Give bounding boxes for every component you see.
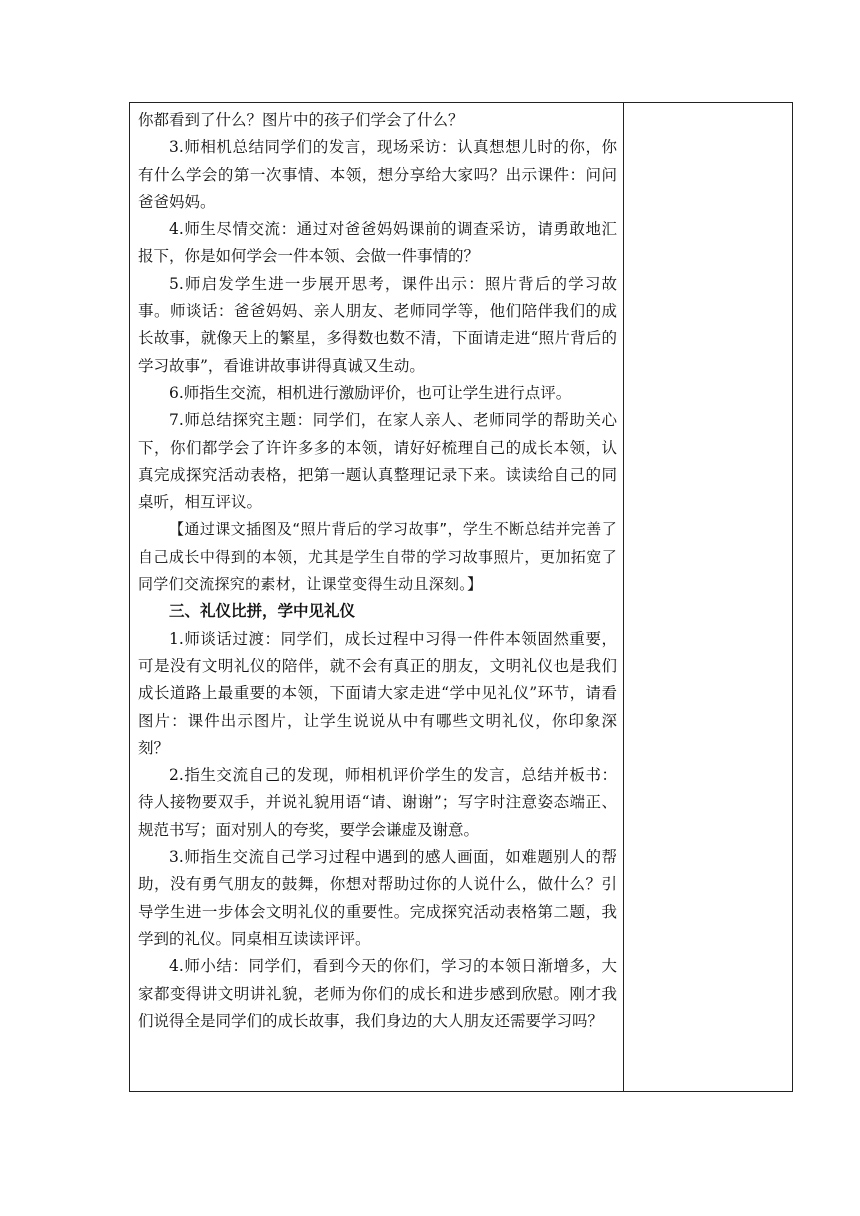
notes-column-cell [624,103,792,1091]
paragraph: 1.师谈话过渡：同学们，成长过程中习得一件件本领固然重要，可是没有文明礼仪的陪伴，就不会有真正的朋友，文明礼仪也是我们成长道路上最重要的本领，下面请大家走进“学中见礼仪”环节，请看图片：课件出示图片，让学生说说从中有哪些文明礼仪，你印象深刻？ [138,629,617,757]
lesson-table [129,102,793,1092]
paragraph: 5.师启发学生进一步展开思考，课件出示：照片背后的学习故事。师谈话：爸爸妈妈、亲人朋友、老师同学等，他们陪伴我们的成长故事，就像天上的繁星，多得数也数不清，下面请走进“照片背后的学习故事”，看谁讲故事讲得真诚又生动。 [138,274,617,375]
paragraph: 6.师指生交流，相机进行激励评价，也可让学生进行点评。 [169,383,572,402]
paragraph: 7.师总结探究主题：同学们，在家人亲人、老师同学的帮助关心下，你们都学会了许许多多的本领，请好好梳理自己的成长本领，认真完成探究活动表格，把第一题认真整理记录下来。读读给自己的同桌听，相互评议。 [138,411,617,512]
paragraph: 你都看到了什么？图片中的孩子们学会了什么？ [138,111,464,129]
design-note: 【通过课文插图及“照片背后的学习故事”，学生不断总结并完善了自己成长中得到的本领，尤其是学生自带的学习故事照片，更加拓宽了同学们交流探究的素材，让课堂变得生动且深刻。】 [138,520,617,594]
lesson-content-cell [130,103,624,1091]
paragraph: 4.师生尽情交流：通过对爸爸妈妈课前的调查采访，请勇敢地汇报下，你是如何学会一件本领、会做一件事情的？ [138,220,617,266]
section-heading: 三、礼仪比拼，学中见礼仪 [169,602,356,621]
paragraph: 4.师小结：同学们，看到今天的你们，学习的本领日渐增多，大家都变得讲文明讲礼貌，老师为你们的成长和进步感到欣慰。刚才我们说得全是同学们的成长故事，我们身边的大人朋友还需要学习吗？ [138,957,617,1030]
paragraph: 2.指生交流自己的发现，师相机评价学生的发言，总结并板书：待人接物要双手，并说礼貌用语“请、谢谢”；写字时注意姿态端正、规范书写；面对别人的夸奖，要学会谦虚及谢意。 [138,766,617,839]
paragraph: 3.师指生交流自己学习过程中遇到的感人画面，如难题别人的帮助，没有勇气朋友的鼓舞，你想对帮助过你的人说什么，做什么？引导学生进一步体会文明礼仪的重要性。完成探究活动表格第二题，我学到的礼仪。同桌相互读读评评。 [138,848,617,948]
paragraph: 3.师相机总结同学们的发言，现场采访：认真想想儿时的你，你有什么学会的第一次事情、本领，想分享给大家吗？出示课件：问问爸爸妈妈。 [138,138,617,211]
